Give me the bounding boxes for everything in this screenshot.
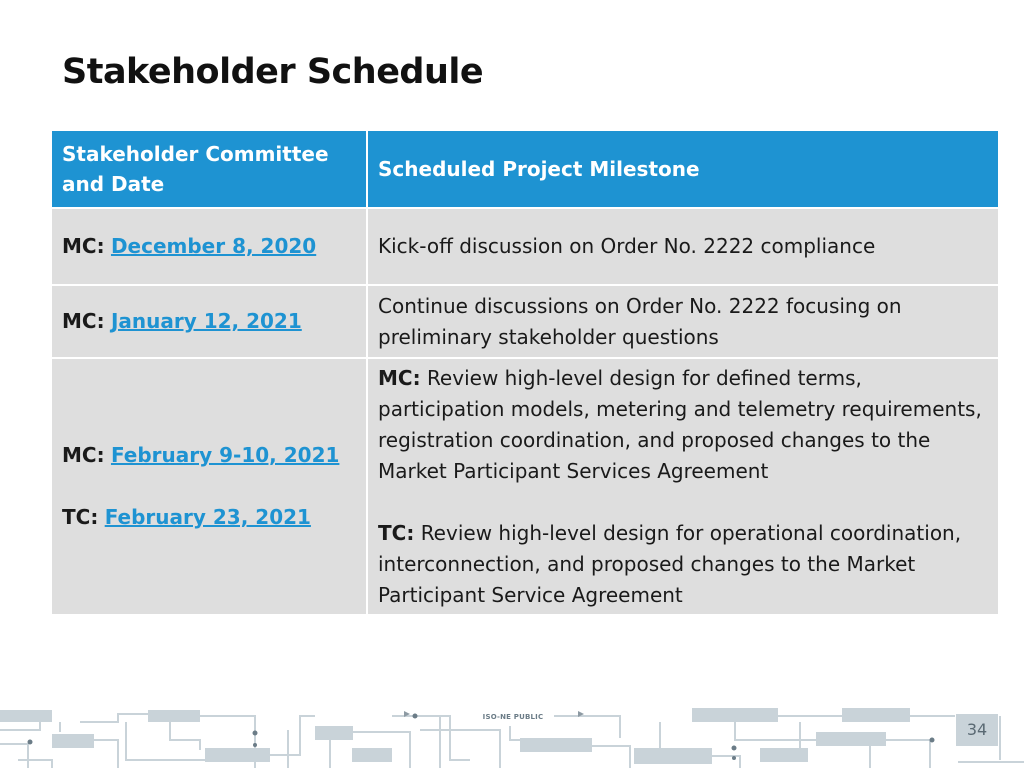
page-number: 34 [956, 714, 998, 746]
committee-label: TC: [62, 505, 99, 529]
table-row [52, 358, 998, 614]
table-header-row [52, 131, 998, 208]
table-row [52, 285, 998, 358]
milestone-text: Review high-level design for defined terms, participation models, metering and telemetry requirements, registration coordination, and proposed changes to the Market Participant Services Agreement [378, 366, 982, 483]
committee-date-entry [62, 502, 356, 533]
milestone-text: Continue discussions on Order No. 2222 focusing on preliminary stakeholder questions [378, 293, 902, 349]
column-header-milestone: Scheduled Project Milestone [367, 131, 998, 208]
milestone-text: Kick-off discussion on Order No. 2222 compliance [378, 234, 876, 258]
meeting-date-link[interactable]: January 12, 2021 [110, 309, 302, 333]
committee-date-entry [62, 440, 356, 471]
classification-label: ISO-NE PUBLIC [472, 708, 554, 726]
table-row [52, 208, 998, 285]
schedule-table [52, 131, 998, 614]
milestone-paragraph [378, 363, 988, 487]
meeting-date-link[interactable]: February 23, 2021 [104, 505, 311, 529]
milestone-cell [367, 285, 998, 358]
milestone-cell [367, 208, 998, 285]
committee-label: MC: [62, 309, 105, 333]
page-title: Stakeholder Schedule [62, 52, 484, 92]
committee-label: MC: [62, 234, 105, 258]
committee-date-cell [52, 208, 367, 285]
committee-label: TC: [378, 521, 415, 545]
meeting-date-link[interactable]: February 9-10, 2021 [110, 443, 340, 467]
meeting-date-link[interactable]: December 8, 2020 [110, 234, 317, 258]
committee-label: MC: [378, 366, 421, 390]
committee-date-cell [52, 285, 367, 358]
committee-date-cell [52, 358, 367, 614]
milestone-text: Review high-level design for operational coordination, interconnection, and proposed changes to the Market Participant Service Agreement [378, 521, 962, 607]
column-header-committee-date: Stakeholder Committee and Date [52, 131, 367, 208]
milestone-cell [367, 358, 998, 614]
milestone-paragraph [378, 518, 988, 611]
committee-label: MC: [62, 443, 105, 467]
